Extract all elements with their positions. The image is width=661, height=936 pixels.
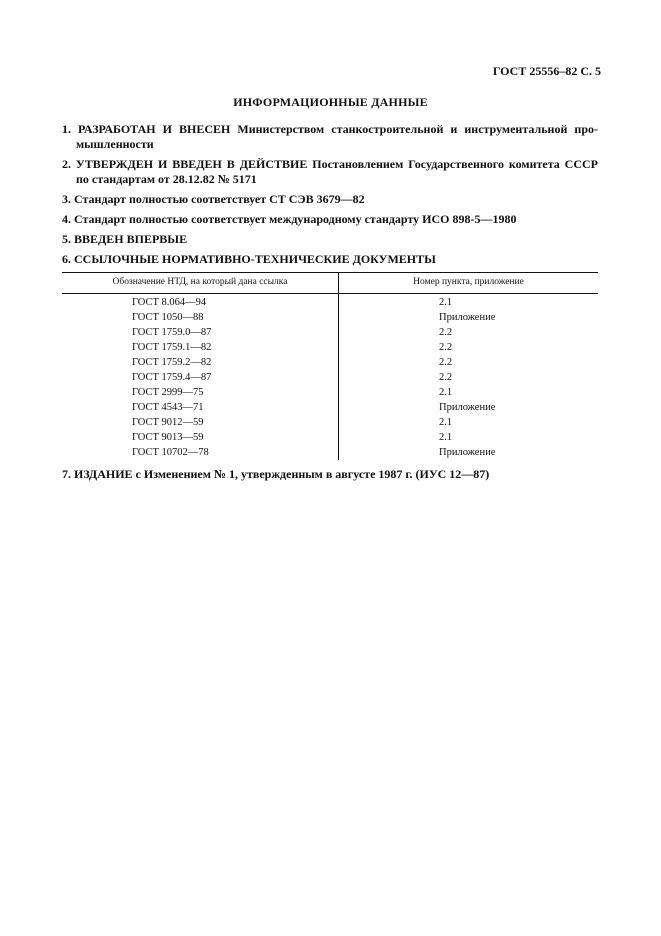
item-1-line-1: 1. РАЗРАБОТАН И ВНЕСЕН Министерством станкостроительной и инструментальной про- xyxy=(62,122,598,136)
item-2-line-2: по стандартам от 28.12.82 № 5171 xyxy=(76,172,257,186)
page-header: ГОСТ 25556–82 С. 5 xyxy=(492,64,601,78)
cell-document: ГОСТ 2999—75 xyxy=(62,385,339,400)
cell-document: ГОСТ 1759.2—82 xyxy=(62,355,339,370)
table-row xyxy=(62,294,598,311)
cell-clause: 2.1 xyxy=(439,417,453,428)
table-row xyxy=(62,430,598,445)
section-title: ИНФОРМАЦИОННЫЕ ДАННЫЕ xyxy=(233,95,428,109)
item-7: 7. ИЗДАНИЕ с Изменением № 1, утвержденным в августе 1987 г. (ИУС 12—87) xyxy=(62,467,490,481)
item-2-line-1: 2. УТВЕРЖДЕН И ВВЕДЕН В ДЕЙСТВИЕ Постановлением Государственного комитета СССР xyxy=(62,157,598,171)
table-row xyxy=(62,355,598,370)
cell-clause: Приложение xyxy=(439,447,496,458)
references-table xyxy=(62,272,598,460)
cell-document: ГОСТ 1759.4—87 xyxy=(62,370,339,385)
table-row xyxy=(62,445,598,460)
cell-document: ГОСТ 1050—88 xyxy=(62,310,339,325)
item-5: 5. ВВЕДЕН ВПЕРВЫЕ xyxy=(62,232,188,246)
cell-clause: Приложение xyxy=(439,312,496,323)
cell-document: ГОСТ 4543—71 xyxy=(62,400,339,415)
cell-clause: 2.2 xyxy=(439,357,453,368)
table-row xyxy=(62,325,598,340)
column-header-clause: Номер пункта, приложение xyxy=(339,273,599,294)
cell-clause: Приложение xyxy=(439,402,496,413)
cell-document: ГОСТ 8.064—94 xyxy=(62,294,339,311)
table-row xyxy=(62,385,598,400)
cell-document: ГОСТ 1759.0—87 xyxy=(62,325,339,340)
item-1-line-2: мышленности xyxy=(76,137,154,151)
table-row xyxy=(62,370,598,385)
table-row xyxy=(62,415,598,430)
cell-clause: 2.2 xyxy=(439,327,453,338)
table-row xyxy=(62,400,598,415)
item-4: 4. Стандарт полностью соответствует международному стандарту ИСО 898-5—1980 xyxy=(62,212,517,226)
cell-document: ГОСТ 9012—59 xyxy=(62,415,339,430)
cell-clause: 2.1 xyxy=(439,387,453,398)
column-header-document: Обозначение НТД, на который дана ссылка xyxy=(62,273,339,294)
cell-clause: 2.1 xyxy=(439,297,453,308)
item-1 xyxy=(62,122,598,152)
cell-clause: 2.2 xyxy=(439,372,453,383)
item-6: 6. ССЫЛОЧНЫЕ НОРМАТИВНО-ТЕХНИЧЕСКИЕ ДОКУМЕНТЫ xyxy=(62,252,436,266)
table-row xyxy=(62,310,598,325)
cell-clause: 2.1 xyxy=(439,432,453,443)
cell-document: ГОСТ 10702—78 xyxy=(62,445,339,460)
cell-clause: 2.2 xyxy=(439,342,453,353)
item-2 xyxy=(62,157,598,187)
table-header-row xyxy=(62,273,598,294)
cell-document: ГОСТ 9013—59 xyxy=(62,430,339,445)
table-row xyxy=(62,340,598,355)
item-3: 3. Стандарт полностью соответствует СТ СЭВ 3679—82 xyxy=(62,192,365,206)
cell-document: ГОСТ 1759.1—82 xyxy=(62,340,339,355)
